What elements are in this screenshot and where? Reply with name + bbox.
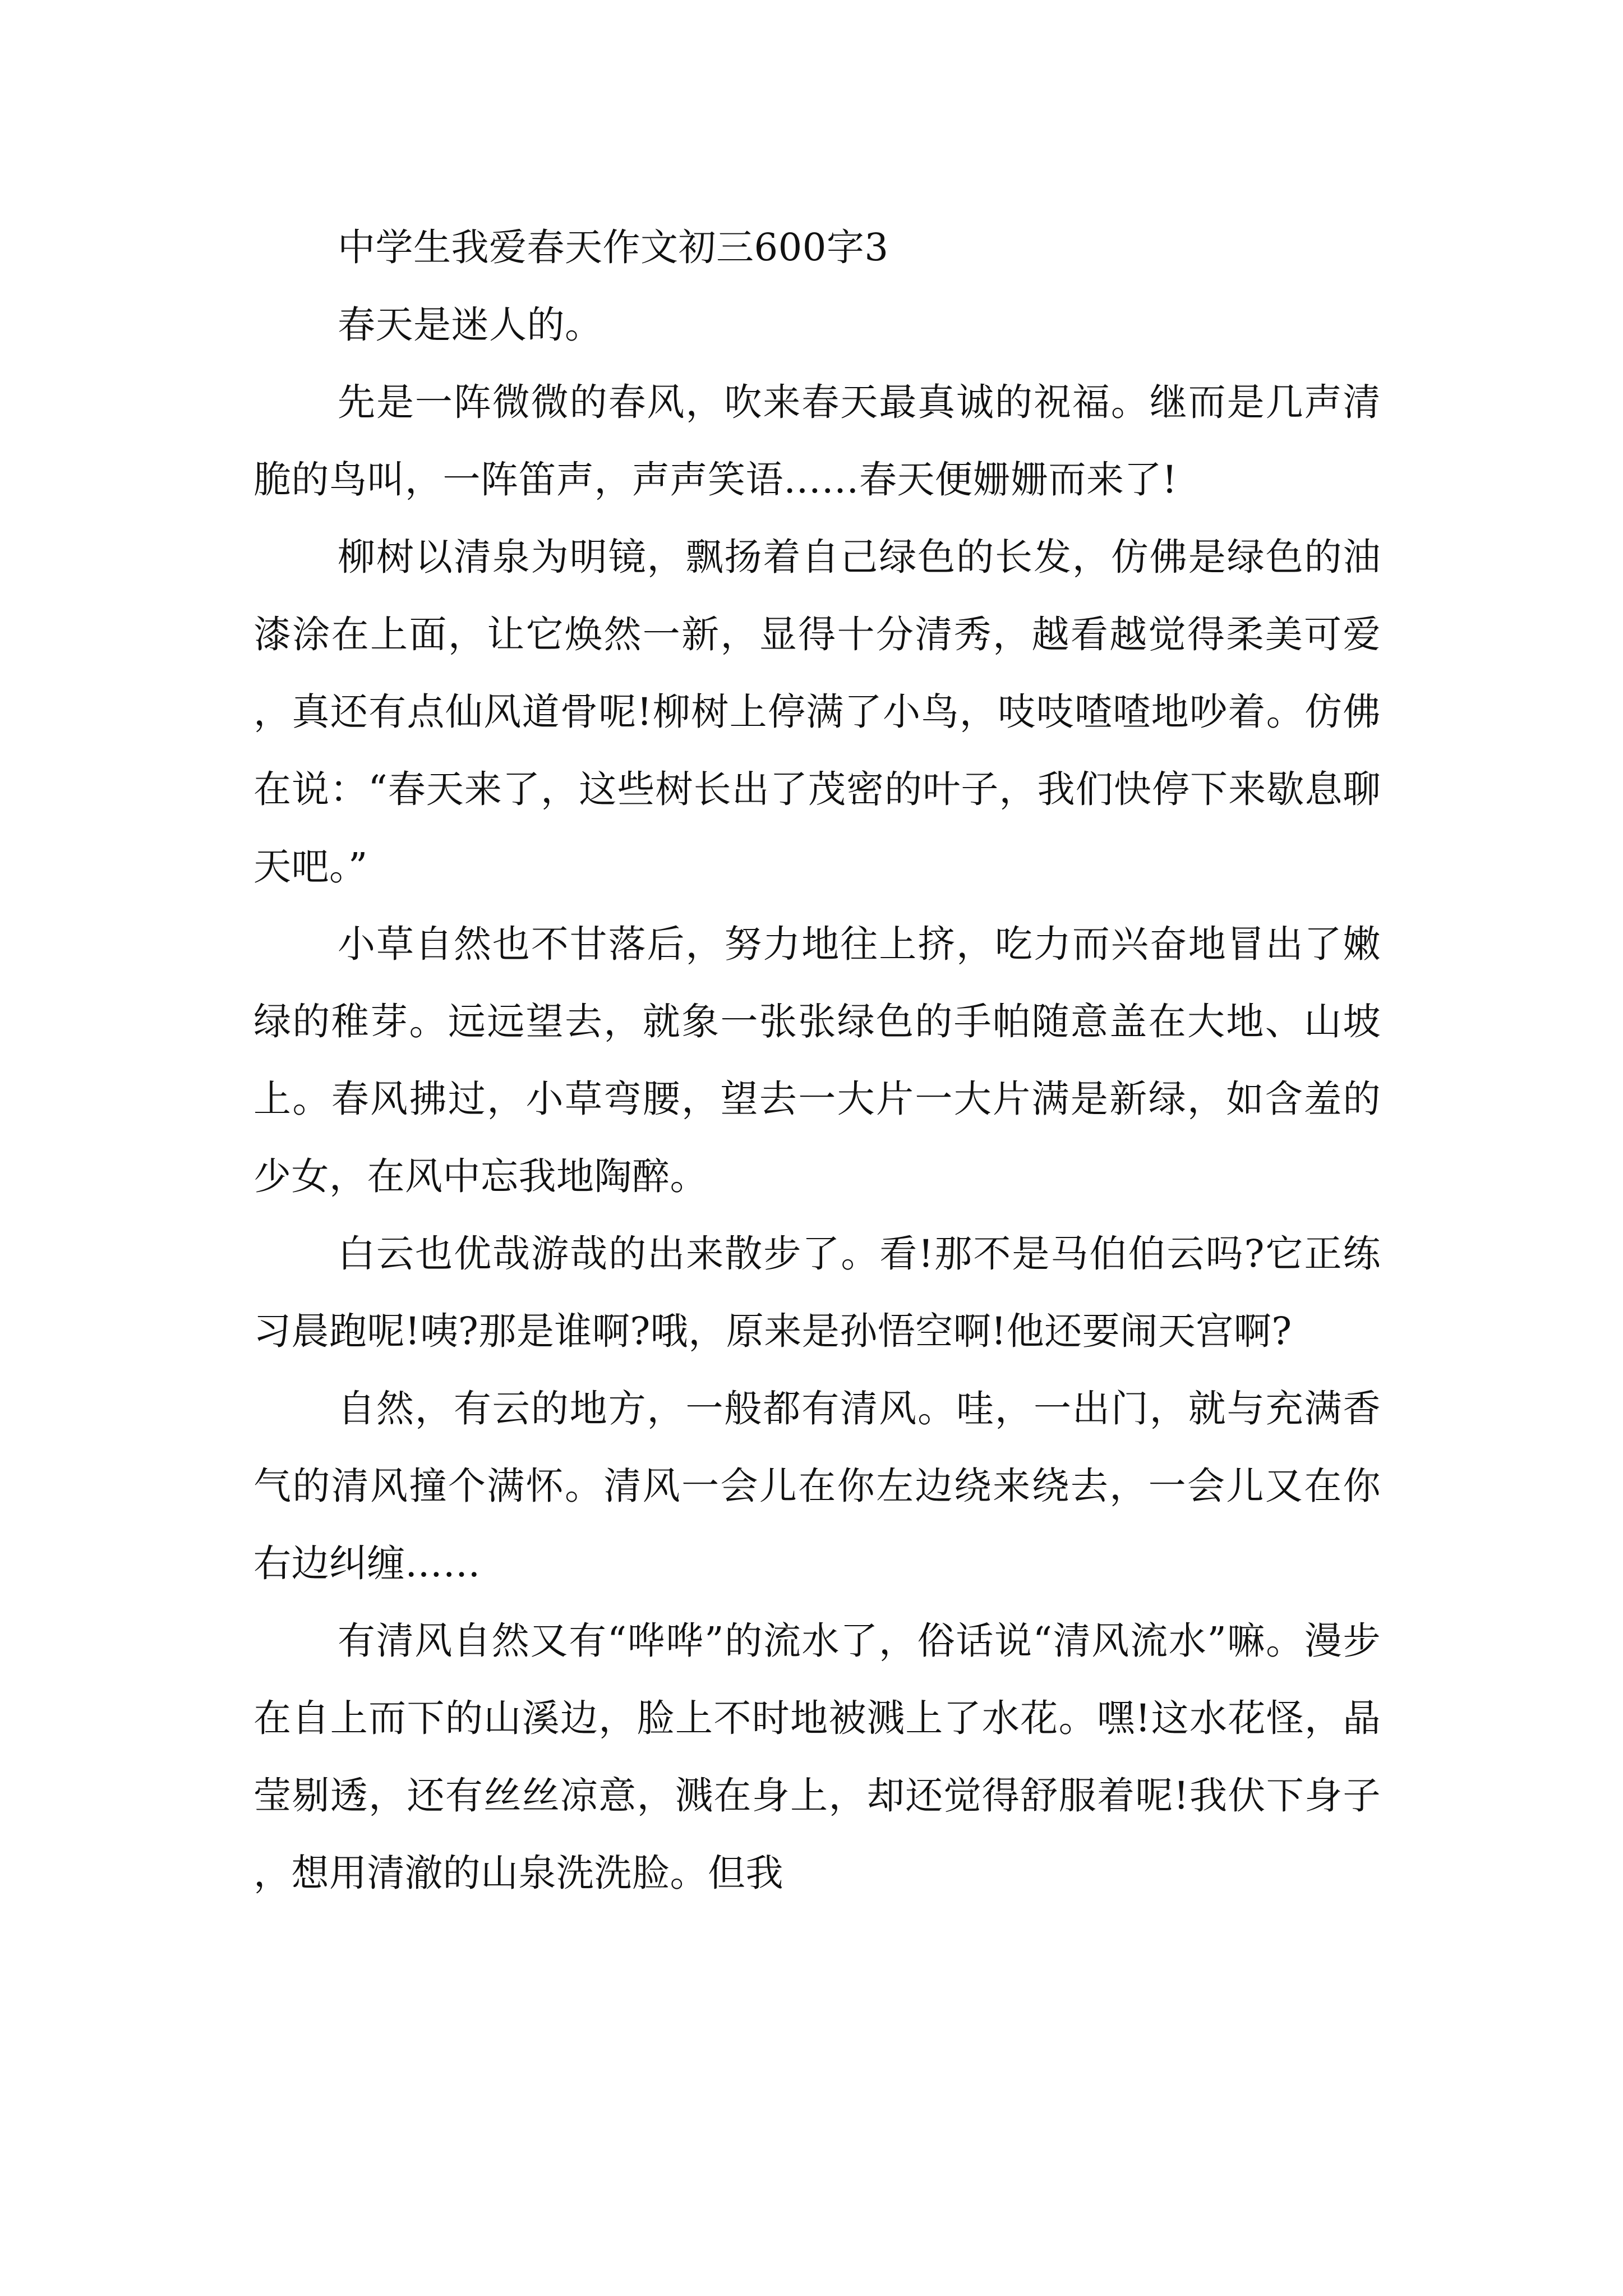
paragraph: 春天是迷人的。 (338, 303, 603, 347)
paragraph: 小草自然也不甘落后，努力地往上挤，吃力而兴奋地冒出了嫩绿的稚芽。远远望去，就象一张张绿色的手帕随意盖在大地、山坡上。春风拂过，小草弯腰，望去一大片一大片满是新绿，如含羞的少女，在风中忘我地陶醉。 (253, 922, 1381, 1198)
paragraph: 有清风自然又有“哗哗”的流水了，俗话说“清风流水”嘛。漫步在自上而下的山溪边，脸上不时地被溅上了水花。嘿!这水花怪，晶莹剔透，还有丝丝凉意，溅在身上，却还觉得舒服着呢!我伏下身子，想用清澈的山泉洗洗脸。但我 (253, 1619, 1381, 1895)
paragraph: 先是一阵微微的春风，吹来春天最真诚的祝福。继而是几声清脆的鸟叫，一阵笛声，声声笑语……春天便姗姗而来了! (253, 380, 1381, 501)
paragraph: 自然，有云的地方，一般都有清风。哇，一出门，就与充满香气的清风撞个满怀。清风一会儿在你左边绕来绕去，一会儿又在你右边纠缠…… (253, 1387, 1381, 1585)
document-body (253, 209, 1381, 1912)
paragraph: 柳树以清泉为明镜，飘扬着自己绿色的长发，仿佛是绿色的油漆涂在上面，让它焕然一新，显得十分清秀，越看越觉得柔美可爱，真还有点仙风道骨呢!柳树上停满了小鸟，吱吱喳喳地吵着。仿佛在说：“春天来了，这些树长出了茂密的叶子，我们快停下来歇息聊天吧。” (253, 535, 1381, 889)
paragraph: 白云也优哉游哉的出来散步了。看!那不是马伯伯云吗?它正练习晨跑呢!咦?那是谁啊?哦，原来是孙悟空啊!他还要闹天宫啊? (253, 1232, 1381, 1353)
document-title: 中学生我爱春天作文初三600字3 (338, 226, 889, 269)
